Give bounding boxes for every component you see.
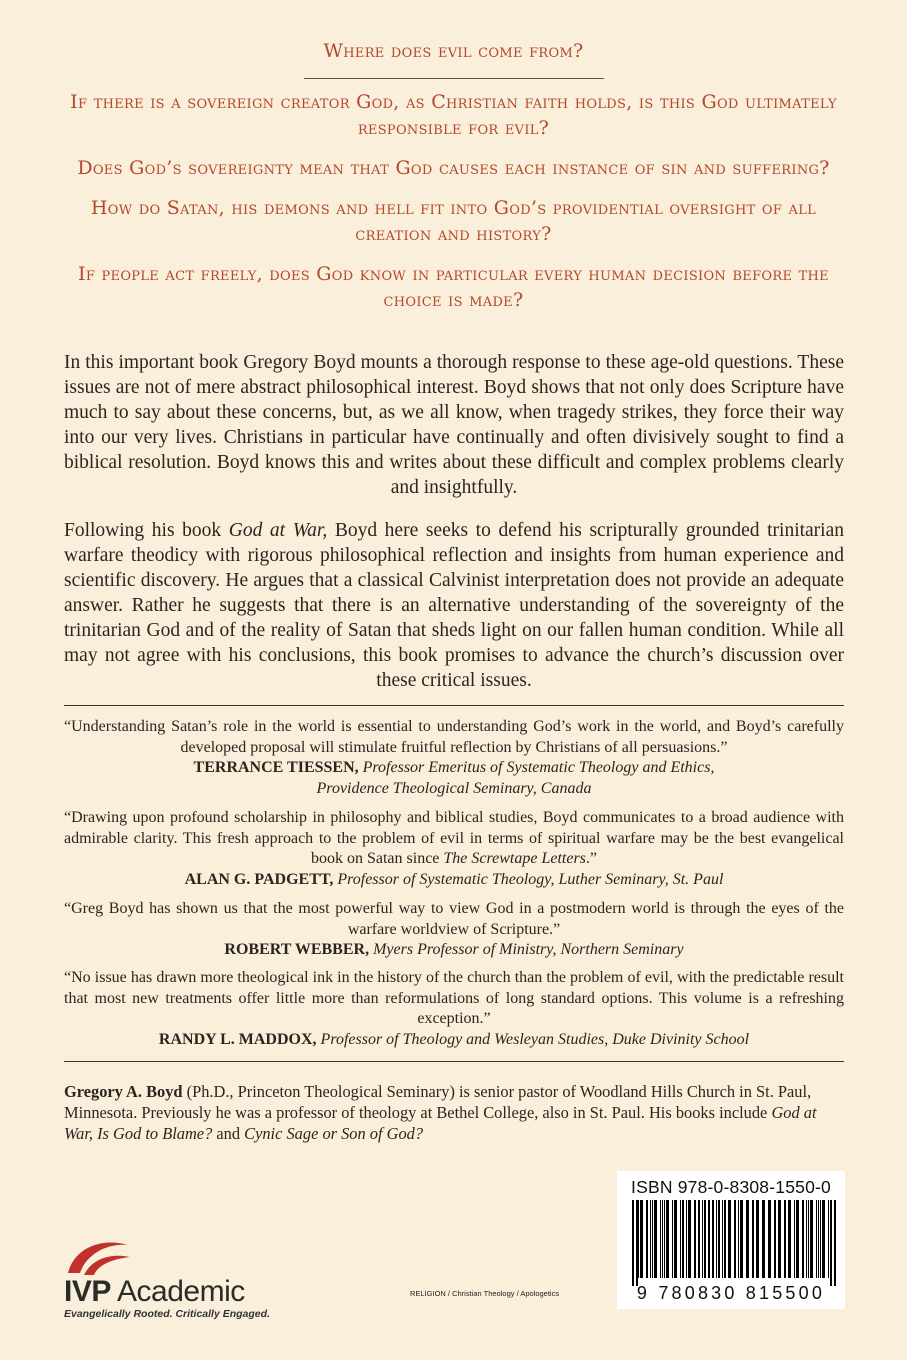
barcode-bar — [734, 1200, 736, 1278]
barcode-bar — [808, 1200, 809, 1278]
barcode-bar — [822, 1200, 825, 1278]
barcode-bar — [834, 1200, 836, 1286]
barcode-bar — [728, 1200, 731, 1278]
barcode-bar — [716, 1200, 717, 1278]
endorser-title: Providence Theological Seminary, Canada — [316, 779, 592, 797]
barcode-bar — [752, 1200, 754, 1278]
barcode-bar — [816, 1200, 817, 1278]
endorsement-attribution — [64, 870, 844, 891]
barcode-bar — [650, 1200, 651, 1278]
barcode-bar — [654, 1200, 657, 1278]
barcode-bar — [652, 1200, 653, 1278]
book-title: God at War, — [228, 520, 328, 541]
endorsement-quote: “Greg Boyd has shown us that the most powerful way to view God in a postmodern world is through the eyes of the warfare worldview of Scripture.” — [64, 900, 844, 938]
barcode-bar — [806, 1200, 807, 1278]
book-title: The Screwtape Letters — [443, 850, 586, 867]
barcode-bar — [702, 1200, 703, 1278]
text: .” — [585, 850, 598, 867]
endorsement-quote — [64, 808, 844, 870]
book-title: God at War, Is God to Blame? — [64, 1103, 817, 1143]
endorsement — [64, 808, 844, 890]
barcode-bar — [672, 1200, 673, 1278]
divider — [304, 78, 604, 79]
question: How do Satan, his demons and hell fit into God’s providential oversight of all creation and history? — [90, 197, 817, 245]
endorsement-quote: “No issue has drawn more theological ink in the history of the church than the problem of evil, with the predictable result that most new treatments offer little more than reformulations of long standard options. This volume is a refreshing exception.” — [64, 969, 844, 1027]
text: (Ph.D., Princeton Theological Seminary) is senior pastor of Woodland Hills Church in St. Paul, Minnesota. Previously he was a professor of theology at Bethel College, also in St. Paul. His books include — [64, 1082, 812, 1122]
endorsement-attribution — [64, 940, 844, 961]
barcode-bar — [818, 1200, 819, 1278]
barcode-bar — [738, 1200, 739, 1278]
barcode-bar — [740, 1200, 743, 1278]
endorser-name: RANDY L. MADDOX, — [158, 1030, 317, 1048]
barcode-bar — [662, 1200, 663, 1278]
barcode-bar — [636, 1200, 638, 1286]
endorser-title: Professor Emeritus of Systematic Theology and Ethics, — [362, 759, 715, 776]
barcode-bar — [724, 1200, 726, 1278]
barcode-bar — [830, 1200, 832, 1286]
barcode-bar — [640, 1200, 643, 1278]
endorsement — [64, 899, 844, 961]
publisher-tagline: Evangelically Rooted. Critically Engaged. — [64, 1308, 270, 1320]
endorsement-attribution — [64, 1030, 844, 1051]
barcode-bar — [704, 1200, 706, 1278]
barcode-bar — [664, 1200, 665, 1278]
endorsement — [64, 717, 844, 799]
barcode — [632, 1200, 837, 1286]
barcode-bar — [638, 1200, 639, 1278]
author-bio — [64, 1081, 844, 1144]
barcode-bar — [784, 1200, 786, 1278]
question-list — [70, 38, 837, 327]
text: Boyd here seeks to defend his scripturally grounded trinitarian warfare theodicy with rigorous philosophical reflection and insights from human experience and scientific discovery. He argues that a classical Calvinist interpretation does not provide an adequate answer. Rather he suggests that there is an alternative understanding of the sovereignty of the trinitarian God and of the reality of Satan that sheds light on our fallen human condition. While all may not agree with his conclusions, this book promises to advance the church’s discussion over these critical issues. — [64, 520, 844, 691]
barcode-bar — [768, 1200, 771, 1278]
barcode-bar — [788, 1200, 791, 1278]
endorser-title: Professor of Systematic Theology, Luther Seminary, St. Paul — [337, 870, 724, 888]
publisher-name-rest: Academic — [110, 1275, 245, 1308]
barcode-bar — [778, 1200, 781, 1278]
section-divider — [64, 705, 844, 706]
book-title: Cynic Sage or Son of God? — [244, 1124, 424, 1143]
barcode-bar — [774, 1200, 776, 1278]
question: Does God’s sovereignty mean that God causes each instance of sin and suffering? — [77, 157, 830, 179]
isbn-label: ISBN 978-0-8308-1550-0 — [631, 1177, 831, 1197]
endorser-name: ROBERT WEBBER, — [224, 941, 370, 958]
author-name: Gregory A. Boyd — [64, 1082, 183, 1101]
barcode-bar — [694, 1200, 696, 1278]
endorser-title: Professor of Theology and Wesleyan Studies, Duke Divinity School — [320, 1030, 750, 1048]
publisher-name-bold: IVP — [64, 1275, 111, 1308]
barcode-bar — [722, 1200, 723, 1278]
endorser-name: TERRANCE TIESSEN, — [193, 759, 359, 776]
text: “Drawing upon profound scholarship in philosophy and biblical studies, Boyd communicates to a broad audience with admirable clarity. This fresh approach to the problem of evil in terms of spiritual warfare may be the best evangelical book on Satan since — [64, 809, 844, 867]
barcode-bar — [718, 1200, 720, 1278]
question: Where does evil come from? — [323, 40, 584, 62]
description-paragraph-2 — [64, 518, 844, 693]
question: If there is a sovereign creator God, as Christian faith holds, is this God ultimately responsible for evil? — [70, 91, 837, 139]
barcode-bar — [708, 1200, 710, 1278]
barcode-bar — [680, 1200, 681, 1278]
barcode-bar — [746, 1200, 749, 1278]
barcode-bar — [660, 1200, 661, 1278]
logo-swoosh-icon — [66, 1235, 136, 1277]
publisher-logo — [62, 1235, 292, 1325]
description-paragraph-1: In this important book Gregory Boyd mounts a thorough response to these age-old questions. These issues are not of mere abstract philosophical interest. Boyd shows that not only does Scripture have much to say about these concerns, but, as we all know, when tragedy strikes, they force their way into our very lives. Christians in particular have continually and often divisively sought to find a biblical resolution. Boyd knows this and writes about these difficult and complex problems clearly and insightfully. — [64, 352, 844, 498]
barcode-bar — [632, 1200, 634, 1286]
barcode-bar — [682, 1200, 684, 1278]
barcode-bar — [674, 1200, 677, 1278]
barcode-digits: 9 780830 815500 — [636, 1283, 826, 1303]
endorsement-attribution — [64, 758, 844, 779]
barcode-bar — [646, 1200, 648, 1278]
barcode-bar — [794, 1200, 795, 1278]
barcode-bar — [698, 1200, 700, 1278]
barcode-bar — [762, 1200, 765, 1278]
endorsement-quote: “Understanding Satan’s role in the world is essential to understanding God’s work in the world, and Boyd’s carefully developed proposal will stimulate fruitful reflection by Christians of all persuasions.” — [64, 718, 844, 756]
barcode-bar — [686, 1200, 687, 1278]
text: and — [212, 1124, 245, 1143]
publisher-name — [64, 1275, 245, 1309]
barcode-bar — [796, 1200, 799, 1278]
barcode-bar — [810, 1200, 813, 1278]
barcode-bar — [828, 1200, 829, 1278]
barcode-bar — [712, 1200, 714, 1278]
endorser-title: Myers Professor of Ministry, Northern Seminary — [373, 941, 684, 958]
section-divider — [64, 1061, 844, 1062]
barcode-bar — [802, 1200, 804, 1278]
question: If people act freely, does God know in particular every human decision before the choice is made? — [78, 263, 829, 311]
barcode-bar — [756, 1200, 759, 1278]
category-label: RELIGION / Christian Theology / Apologetics — [410, 1289, 560, 1298]
barcode-bar — [688, 1200, 691, 1278]
endorsement — [64, 968, 844, 1050]
text: Following his book — [64, 520, 229, 541]
barcode-bar — [666, 1200, 669, 1278]
endorser-name: ALAN G. PADGETT, — [184, 870, 334, 888]
barcode-bar — [820, 1200, 821, 1278]
